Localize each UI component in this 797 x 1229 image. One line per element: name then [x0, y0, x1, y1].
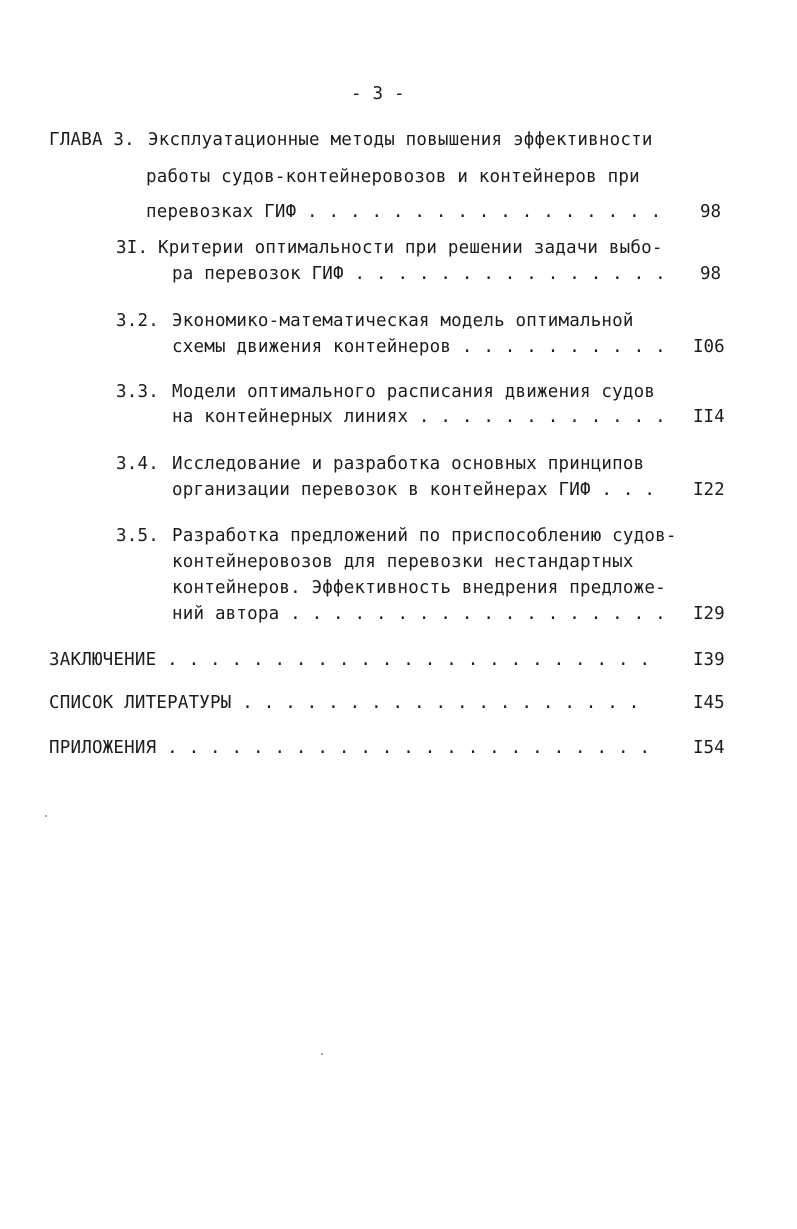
section-page-number: I22	[693, 480, 725, 500]
section-number: 3I.	[116, 238, 149, 258]
chapter-title-line-2: работы судов-контейнеровозов и контейнеров при	[146, 167, 640, 187]
section-page-number: 98	[700, 264, 722, 284]
section-page-number: I06	[693, 337, 725, 357]
chapter-title-line-1: Эксплуатационные методы повышения эффективности	[148, 130, 653, 150]
section-title-line: на контейнерных линиях . . . . . . . . . . . .	[172, 407, 666, 427]
section-title-line: Модели оптимального расписания движения судов	[172, 382, 656, 402]
section-title-line: ра перевозок ГИФ . . . . . . . . . . . . . . .	[172, 264, 666, 284]
page-number: - 3 -	[351, 84, 405, 104]
bibliography-entry: СПИСОК ЛИТЕРАТУРЫ . . . . . . . . . . . . . . . . . . .	[49, 693, 640, 713]
section-title-line: Разработка предложений по приспособлению судов-	[172, 526, 677, 546]
section-title-line: схемы движения контейнеров . . . . . . . . . .	[172, 337, 666, 357]
conclusion-entry: ЗАКЛЮЧЕНИЕ . . . . . . . . . . . . . . . . . . . . . . .	[49, 650, 651, 670]
chapter-page-number: 98	[700, 202, 722, 222]
chapter-label: ГЛАВА 3.	[49, 130, 135, 150]
section-title-line: ний автора . . . . . . . . . . . . . . . . . .	[172, 604, 666, 624]
appendices-page-number: I54	[693, 738, 725, 758]
section-title-line: контейнеров. Эффективность внедрения предложе-	[172, 578, 666, 598]
section-page-number: II4	[693, 407, 725, 427]
section-number: 3.2.	[116, 311, 159, 331]
conclusion-page-number: I39	[693, 650, 725, 670]
section-number: 3.5.	[116, 526, 159, 546]
section-title-line: организации перевозок в контейнерах ГИФ . . .	[172, 480, 656, 500]
scan-speck	[321, 1053, 323, 1055]
section-title-line: Экономико-математическая модель оптимальной	[172, 311, 634, 331]
bibliography-page-number: I45	[693, 693, 725, 713]
scan-speck	[45, 815, 47, 817]
section-number: 3.3.	[116, 382, 159, 402]
appendices-entry: ПРИЛОЖЕНИЯ . . . . . . . . . . . . . . . . . . . . . . .	[49, 738, 651, 758]
section-title-line: Исследование и разработка основных принципов	[172, 454, 645, 474]
chapter-title-line-3: перевозках ГИФ . . . . . . . . . . . . . . . . .	[146, 202, 662, 222]
section-number: 3.4.	[116, 454, 159, 474]
section-title-line: контейнеровозов для перевозки нестандартных	[172, 552, 634, 572]
section-page-number: I29	[693, 604, 725, 624]
section-title-line: Критерии оптимальности при решении задачи выбо-	[158, 238, 663, 258]
